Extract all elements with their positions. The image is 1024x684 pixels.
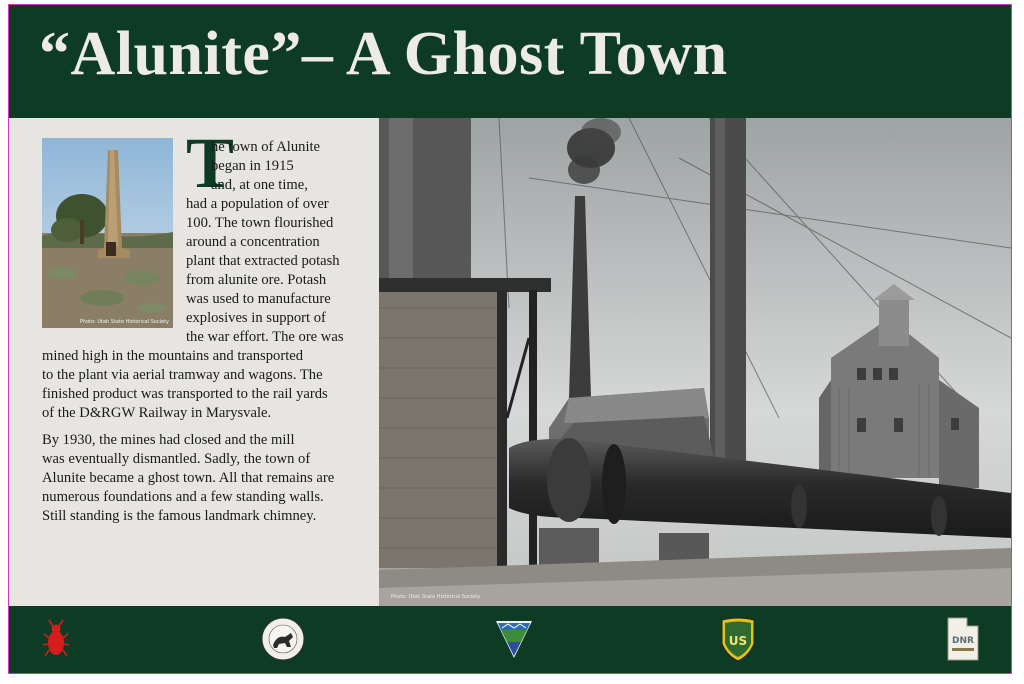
blm-logo-icon [494,618,534,660]
text-line: numerous foundations and a few standing walls. [42,489,324,505]
text-line: plant that extracted potash [186,253,340,269]
text-line: explosives in support of [186,310,326,326]
text-column [9,118,379,606]
paragraph-1-side [186,195,344,347]
svg-text:DNR: DNR [952,636,974,646]
thumbnail-credit: Photo: Utah State Historical Society [79,319,169,325]
historic-mill-photo [379,118,1011,606]
text-line: the war effort. The ore was [186,329,344,345]
text-line: and, at one time, [211,177,308,193]
text-line: from alunite ore. Potash [186,272,327,288]
text-line: was eventually dismantled. Sadly, the town of [42,451,311,467]
text-line: finished product was transported to the rail yards [42,386,328,402]
beetle-logo-icon [43,618,69,660]
historic-mill-photo-image [379,118,1011,606]
text-line: around a concentration [186,234,320,250]
sign-panel [8,4,1012,674]
paragraph-1-full [42,347,328,423]
header-band [9,5,1011,118]
paragraph-1-wrapped [211,138,320,195]
forest-service-logo-icon [719,616,757,662]
text-line: Still standing is the famous landmark chimney. [42,508,317,524]
svg-text:US: US [728,634,748,648]
text-line: began in 1915 [211,158,294,174]
drop-cap: T [186,123,235,203]
main-photo-credit: Photo: Utah State Historical Society [391,594,481,600]
text-line: 100. The town flourished [186,215,334,231]
page-title: “Alunite”– A Ghost Town [39,20,728,88]
paragraph-2 [42,431,334,526]
chimney-photo-image [42,138,173,328]
text-line: of the D&RGW Railway in Marysvale. [42,405,272,421]
text-line: Alunite became a ghost town. All that remains are [42,470,335,486]
text-line: mined high in the mountains and transported [42,348,304,364]
text-line: to the plant via aerial tramway and wagons. The [42,367,323,383]
text-line: he town of Alunite [211,139,321,155]
utah-dnr-logo-icon [945,616,981,662]
text-line: was used to manufacture [186,291,331,307]
logo-footer [9,606,1011,673]
old-spanish-trail-association-logo-icon [261,617,305,661]
chimney-photo [42,138,173,328]
text-line: had a population of over [186,196,329,212]
text-line: By 1930, the mines had closed and the mill [42,432,295,448]
